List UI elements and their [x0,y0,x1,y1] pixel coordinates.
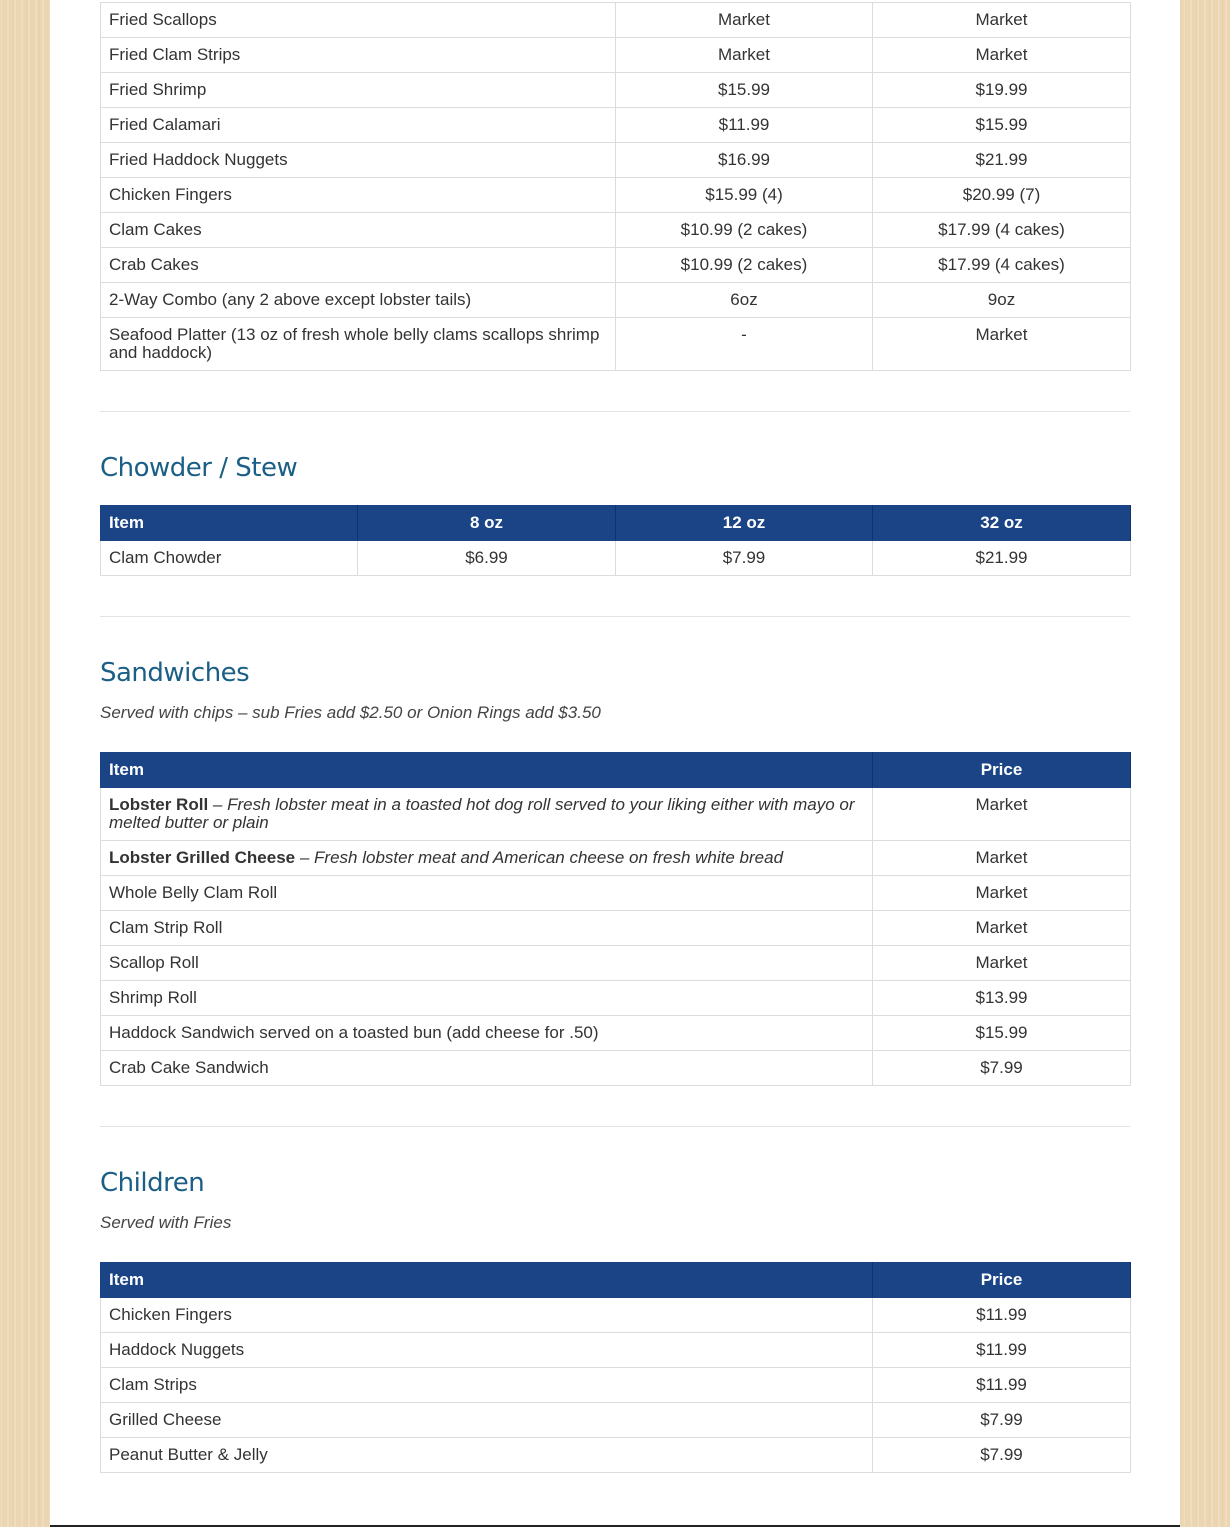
price-small: $10.99 (2 cakes) [616,248,873,283]
col-header-32oz: 32 oz [873,506,1131,541]
item-price: $7.99 [873,1403,1131,1438]
item-name: Fried Clam Strips [101,38,616,73]
table-row [101,841,1131,876]
item-name: Shrimp Roll [101,981,873,1016]
section-divider [100,1126,1130,1127]
table-row [101,981,1131,1016]
item-name: Chicken Fingers [101,1298,873,1333]
table-row [101,1438,1131,1473]
item-price: $11.99 [873,1298,1131,1333]
item-name: Fried Shrimp [101,73,616,108]
price-large: $20.99 (7) [873,178,1131,213]
price-large: Market [873,38,1131,73]
table-header-row [101,753,1131,788]
section-divider [100,616,1130,617]
item-name: Haddock Nuggets [101,1333,873,1368]
item-description [101,841,873,876]
item-name: Scallop Roll [101,946,873,981]
table-row [101,73,1131,108]
item-name: Crab Cake Sandwich [101,1051,873,1086]
price-large: Market [873,3,1131,38]
table-row [101,248,1131,283]
price-small: $11.99 [616,108,873,143]
col-header-item: Item [101,753,873,788]
col-header-8oz: 8 oz [358,506,616,541]
price-small: Market [616,38,873,73]
item-name: Fried Scallops [101,3,616,38]
price-small: $16.99 [616,143,873,178]
separator: – [295,848,315,867]
item-price: $13.99 [873,981,1131,1016]
item-name: Peanut Butter & Jelly [101,1438,873,1473]
item-name: 2-Way Combo (any 2 above except lobster tails) [101,283,616,318]
price-small: $15.99 (4) [616,178,873,213]
price-large: $19.99 [873,73,1131,108]
item-name: Grilled Cheese [101,1403,873,1438]
item-price: $11.99 [873,1333,1131,1368]
price-large: Market [873,318,1131,371]
item-price: Market [873,876,1131,911]
item-name: Crab Cakes [101,248,616,283]
table-row [101,143,1131,178]
table-row [101,876,1131,911]
col-header-price: Price [873,1263,1131,1298]
item-price: Market [873,841,1131,876]
table-header-row [101,506,1131,541]
table-row [101,1403,1131,1438]
price-large: $17.99 (4 cakes) [873,213,1131,248]
separator: – [208,795,228,814]
item-desc: Fresh lobster meat and American cheese on fresh white bread [314,848,784,867]
section-title-sandwiches: Sandwiches [100,658,250,688]
price-large: 9oz [873,283,1131,318]
item-name: Seafood Platter (13 oz of fresh whole belly clams scallops shrimp and haddock) [101,318,616,371]
table-row [101,1368,1131,1403]
item-name: Lobster Roll [109,795,209,814]
price-small: $10.99 (2 cakes) [616,213,873,248]
item-price: Market [873,788,1131,841]
item-name: Chicken Fingers [101,178,616,213]
table-row [101,911,1131,946]
item-name: Lobster Grilled Cheese [109,848,296,867]
item-description [101,788,873,841]
item-name: Fried Haddock Nuggets [101,143,616,178]
section-title-children: Children [100,1168,205,1198]
table-row [101,213,1131,248]
price-large: $21.99 [873,143,1131,178]
item-name: Fried Calamari [101,108,616,143]
col-header-price: Price [873,753,1131,788]
table-header-row [101,1263,1131,1298]
item-price: $11.99 [873,1368,1131,1403]
item-price: $15.99 [873,1016,1131,1051]
table-row [101,1016,1131,1051]
item-name: Clam Strip Roll [101,911,873,946]
item-price: $7.99 [873,1438,1131,1473]
table-row [101,1298,1131,1333]
page-panel [50,0,1180,1527]
item-name: Clam Cakes [101,213,616,248]
table-row [101,283,1131,318]
seafood-table [100,2,1131,371]
table-row [101,541,1131,576]
item-name: Clam Strips [101,1368,873,1403]
price-small: Market [616,3,873,38]
price-12oz: $7.99 [616,541,873,576]
section-title-chowder: Chowder / Stew [100,453,298,483]
sandwiches-table [100,752,1131,1086]
chowder-table [100,505,1131,576]
item-name: Clam Chowder [101,541,358,576]
item-name: Haddock Sandwich served on a toasted bun (add cheese for .50) [101,1016,873,1051]
price-small: 6oz [616,283,873,318]
price-small: - [616,318,873,371]
table-row [101,1333,1131,1368]
item-desc: Fresh lobster meat in a toasted hot dog roll served to your liking either with mayo or melted butter or plain [109,795,855,832]
col-header-12oz: 12 oz [616,506,873,541]
children-table [100,1262,1131,1473]
item-price: $7.99 [873,1051,1131,1086]
table-row [101,108,1131,143]
price-small: $15.99 [616,73,873,108]
price-large: $17.99 (4 cakes) [873,248,1131,283]
section-note-sandwiches: Served with chips – sub Fries add $2.50 or Onion Rings add $3.50 [100,703,601,722]
table-row [101,38,1131,73]
menu-content [100,2,1130,1473]
col-header-item: Item [101,1263,873,1298]
section-divider [100,411,1130,412]
item-price: Market [873,911,1131,946]
item-price: Market [873,946,1131,981]
table-row [101,318,1131,371]
col-header-item: Item [101,506,358,541]
table-row [101,178,1131,213]
section-note-children: Served with Fries [100,1213,232,1232]
table-row [101,1051,1131,1086]
price-32oz: $21.99 [873,541,1131,576]
price-large: $15.99 [873,108,1131,143]
item-name: Whole Belly Clam Roll [101,876,873,911]
table-row [101,946,1131,981]
price-8oz: $6.99 [358,541,616,576]
table-row [101,3,1131,38]
table-row [101,788,1131,841]
